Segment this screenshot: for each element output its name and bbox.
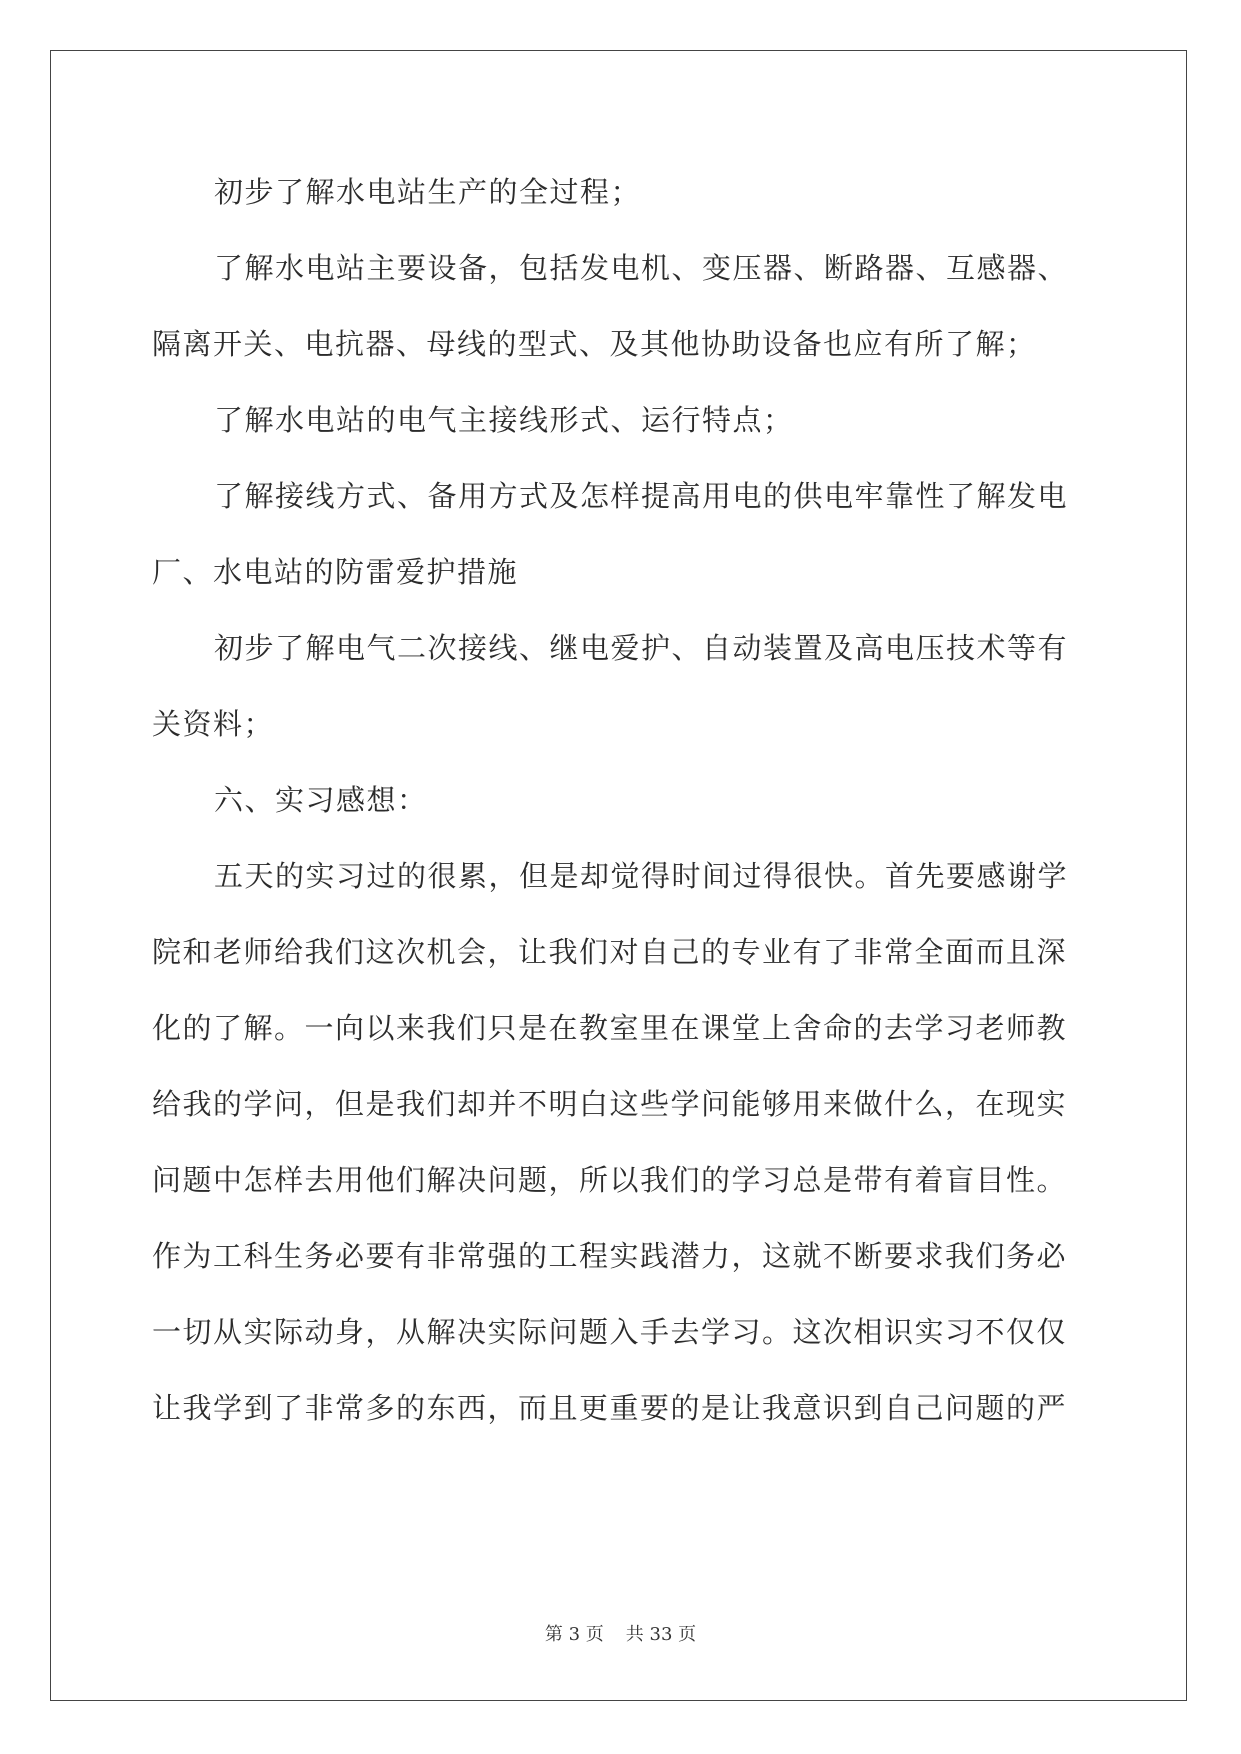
page-number: 第 3 页 [544,1624,604,1645]
text-line-5: 了解接线方式、备用方式及怎样提高用电的供电牢靠性了解发电 [214,479,1069,513]
text-line-3: 隔离开关、电抗器、母线的型式、及其他协助设备也应有所了解； [152,327,1037,361]
section-heading: 六、实习感想： [214,783,428,817]
text-line-1: 初步了解水电站生产的全过程； [214,175,642,209]
text-line-7: 初步了解电气二次接线、继电爱护、自动装置及高电压技术等有 [214,631,1069,665]
text-line-6: 厂、水电站的防雷爱护措施 [152,555,519,589]
text-line-16: 一切从实际动身，从解决实际问题入手去学习。这次相识实习不仅仅 [152,1315,1068,1349]
text-line-17: 让我学到了非常多的东西，而且更重要的是让我意识到自己问题的严 [152,1391,1068,1425]
text-line-14: 问题中怎样去用他们解决问题，所以我们的学习总是带有着盲目性。 [152,1163,1068,1197]
text-line-12: 化的了解。一向以来我们只是在教室里在课堂上舍命的去学习老师教 [152,1011,1068,1045]
page-total: 共 33 页 [625,1624,697,1645]
text-line-15: 作为工科生务必要有非常强的工程实践潜力，这就不断要求我们务必 [152,1239,1068,1273]
text-line-13: 给我的学问，但是我们却并不明白这些学问能够用来做什么，在现实 [152,1087,1068,1121]
text-line-2: 了解水电站主要设备，包括发电机、变压器、断路器、互感器、 [214,251,1069,285]
text-line-8: 关资料； [152,707,275,741]
page-footer [0,1620,1241,1646]
text-line-10: 五天的实习过的很累，但是却觉得时间过得很快。首先要感谢学 [214,859,1069,893]
text-line-11: 院和老师给我们这次机会，让我们对自己的专业有了非常全面而且深 [152,935,1068,969]
text-line-4: 了解水电站的电气主接线形式、运行特点； [214,403,794,437]
